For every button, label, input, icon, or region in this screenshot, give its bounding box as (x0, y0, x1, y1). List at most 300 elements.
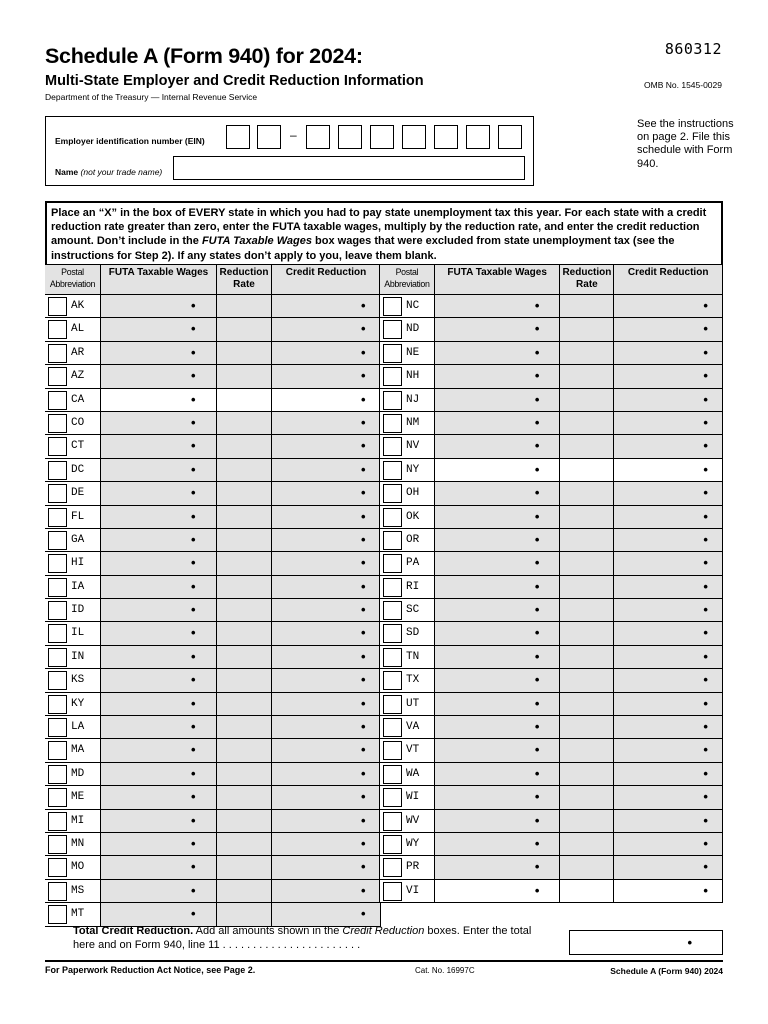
ein-dash: – (290, 128, 297, 142)
futa-wages-field[interactable] (101, 295, 217, 317)
credit-reduction-field[interactable] (614, 576, 723, 598)
reduction-rate-field[interactable] (560, 576, 614, 598)
futa-wages-field[interactable] (101, 506, 217, 528)
decimal-marker: • (534, 882, 540, 898)
state-checkbox-md[interactable] (48, 765, 67, 784)
reduction-rate-field[interactable] (217, 389, 272, 411)
credit-reduction-field[interactable] (272, 552, 381, 574)
decimal-marker: • (534, 719, 540, 735)
futa-wages-field[interactable] (101, 529, 217, 551)
state-row-tn (380, 646, 723, 669)
futa-wages-field[interactable] (101, 833, 217, 855)
credit-reduction-field[interactable] (272, 622, 381, 644)
state-checkbox-al[interactable] (48, 320, 67, 339)
credit-reduction-field[interactable] (614, 342, 723, 364)
reduction-rate-field[interactable] (217, 833, 272, 855)
credit-reduction-field[interactable] (614, 763, 723, 785)
state-checkbox-mo[interactable] (48, 858, 67, 877)
credit-reduction-field[interactable] (272, 856, 381, 878)
state-checkbox-co[interactable] (48, 414, 67, 433)
ein-digit-5[interactable] (370, 125, 394, 149)
reduction-rate-field[interactable] (560, 435, 614, 457)
reduction-rate-field[interactable] (560, 529, 614, 551)
reduction-rate-field[interactable] (217, 506, 272, 528)
decimal-marker: • (191, 368, 196, 384)
reduction-rate-field[interactable] (217, 716, 272, 738)
reduction-rate-field[interactable] (560, 786, 614, 808)
state-checkbox-va[interactable] (383, 718, 402, 737)
state-checkbox-pa[interactable] (383, 554, 402, 573)
state-checkbox-nj[interactable] (383, 391, 402, 410)
reduction-rate-field[interactable] (560, 622, 614, 644)
reduction-rate-field[interactable] (560, 810, 614, 832)
credit-reduction-field[interactable] (272, 810, 381, 832)
decimal-marker: • (534, 602, 540, 618)
credit-reduction-field[interactable] (272, 646, 381, 668)
state-checkbox-ny[interactable] (383, 461, 402, 480)
header-postal: Postal Abbreviation (380, 265, 435, 294)
credit-reduction-field[interactable] (272, 459, 381, 481)
state-checkbox-hi[interactable] (48, 554, 67, 573)
credit-reduction-field[interactable] (614, 833, 723, 855)
futa-wages-field[interactable] (101, 342, 217, 364)
postal-cell (45, 295, 101, 317)
credit-reduction-field[interactable] (272, 295, 381, 317)
state-checkbox-az[interactable] (48, 367, 67, 386)
credit-reduction-field[interactable] (614, 622, 723, 644)
postal-cell (45, 622, 101, 644)
decimal-marker: • (534, 391, 540, 407)
credit-reduction-field[interactable] (272, 576, 381, 598)
state-checkbox-la[interactable] (48, 718, 67, 737)
state-row-wa (380, 763, 723, 786)
state-checkbox-ca[interactable] (48, 391, 67, 410)
decimal-marker: • (534, 742, 540, 758)
state-checkbox-fl[interactable] (48, 508, 67, 527)
credit-reduction-field[interactable] (272, 786, 381, 808)
reduction-rate-field[interactable] (560, 506, 614, 528)
state-checkbox-id[interactable] (48, 601, 67, 620)
state-checkbox-vi[interactable] (383, 882, 402, 901)
state-checkbox-ri[interactable] (383, 578, 402, 597)
reduction-rate-field[interactable] (217, 459, 272, 481)
decimal-marker: • (703, 882, 708, 898)
credit-reduction-field[interactable] (272, 739, 381, 761)
decimal-marker: • (703, 765, 708, 781)
reduction-rate-field[interactable] (560, 412, 614, 434)
decimal-marker: • (703, 835, 708, 851)
ein-digit-2[interactable] (257, 125, 281, 149)
ein-digit-8[interactable] (466, 125, 490, 149)
credit-reduction-field[interactable] (272, 880, 381, 902)
credit-reduction-field[interactable] (614, 599, 723, 621)
state-checkbox-ga[interactable] (48, 531, 67, 550)
futa-wages-field[interactable] (435, 412, 561, 434)
state-checkbox-tn[interactable] (383, 648, 402, 667)
reduction-rate-field[interactable] (217, 295, 272, 317)
reduction-rate-field[interactable] (560, 739, 614, 761)
state-checkbox-nd[interactable] (383, 320, 402, 339)
credit-reduction-field[interactable] (614, 856, 723, 878)
form-code: 860312 (664, 40, 722, 58)
reduction-rate-field[interactable] (217, 856, 272, 878)
state-checkbox-ks[interactable] (48, 671, 67, 690)
credit-reduction-field[interactable] (614, 529, 723, 551)
futa-wages-field[interactable] (435, 880, 561, 902)
state-checkbox-oh[interactable] (383, 484, 402, 503)
state-abbreviation: WV (406, 814, 420, 827)
decimal-marker: • (191, 508, 196, 524)
decimal-marker: • (191, 812, 196, 828)
postal-cell (380, 576, 435, 598)
credit-reduction-field[interactable] (614, 365, 723, 387)
credit-reduction-field[interactable] (614, 412, 723, 434)
futa-wages-field[interactable] (101, 552, 217, 574)
state-abbreviation: HI (71, 557, 85, 570)
reduction-rate-field[interactable] (217, 529, 272, 551)
credit-reduction-field[interactable] (272, 318, 381, 340)
decimal-marker: • (534, 461, 540, 477)
reduction-rate-field[interactable] (217, 693, 272, 715)
futa-wages-field[interactable] (435, 389, 561, 411)
futa-wages-field[interactable] (435, 365, 561, 387)
credit-reduction-field[interactable] (272, 833, 381, 855)
decimal-marker: • (361, 391, 366, 407)
credit-reduction-field[interactable] (614, 810, 723, 832)
state-checkbox-sd[interactable] (383, 624, 402, 643)
credit-reduction-field[interactable] (614, 389, 723, 411)
reduction-rate-field[interactable] (560, 599, 614, 621)
futa-wages-field[interactable] (435, 763, 561, 785)
state-abbreviation: ME (71, 791, 85, 804)
futa-wages-field[interactable] (435, 786, 561, 808)
credit-reduction-field[interactable] (614, 295, 723, 317)
reduction-rate-field[interactable] (217, 365, 272, 387)
decimal-marker: • (361, 906, 366, 922)
futa-wages-field[interactable] (435, 833, 561, 855)
reduction-rate-field[interactable] (217, 646, 272, 668)
state-abbreviation: VT (406, 744, 420, 757)
reduction-rate-field[interactable] (217, 903, 272, 925)
postal-cell (380, 833, 435, 855)
decimal-marker: • (703, 298, 708, 313)
credit-reduction-field[interactable] (614, 482, 723, 504)
reduction-rate-field[interactable] (560, 365, 614, 387)
reduction-rate-field[interactable] (560, 552, 614, 574)
reduction-rate-field[interactable] (560, 318, 614, 340)
state-checkbox-de[interactable] (48, 484, 67, 503)
futa-wages-field[interactable] (101, 646, 217, 668)
futa-wages-field[interactable] (435, 342, 561, 364)
state-abbreviation: NC (406, 300, 420, 312)
reduction-rate-field[interactable] (217, 880, 272, 902)
postal-cell (45, 576, 101, 598)
futa-wages-field[interactable] (435, 622, 561, 644)
reduction-rate-field[interactable] (560, 716, 614, 738)
postal-cell (45, 903, 101, 925)
futa-wages-field[interactable] (101, 389, 217, 411)
state-checkbox-ma[interactable] (48, 741, 67, 760)
futa-wages-field[interactable] (101, 763, 217, 785)
futa-wages-field[interactable] (101, 903, 217, 925)
reduction-rate-field[interactable] (217, 482, 272, 504)
decimal-marker: • (191, 321, 196, 337)
credit-reduction-field[interactable] (614, 669, 723, 691)
reduction-rate-field[interactable] (560, 856, 614, 878)
reduction-rate-field[interactable] (560, 669, 614, 691)
reduction-rate-field[interactable] (217, 552, 272, 574)
state-abbreviation: WA (406, 767, 420, 780)
state-checkbox-nh[interactable] (383, 367, 402, 386)
futa-wages-field[interactable] (101, 482, 217, 504)
postal-cell (45, 412, 101, 434)
postal-cell (380, 435, 435, 457)
futa-wages-field[interactable] (435, 693, 561, 715)
state-abbreviation: SC (406, 604, 420, 617)
state-abbreviation: AL (71, 323, 85, 336)
reduction-rate-field[interactable] (217, 669, 272, 691)
state-abbreviation: MA (71, 744, 85, 757)
credit-reduction-field[interactable] (614, 646, 723, 668)
reduction-rate-field[interactable] (560, 693, 614, 715)
credit-reduction-field[interactable] (614, 318, 723, 340)
credit-reduction-field[interactable] (272, 599, 381, 621)
futa-wages-field[interactable] (101, 412, 217, 434)
ein-digit-7[interactable] (434, 125, 458, 149)
reduction-rate-field[interactable] (217, 412, 272, 434)
futa-wages-field[interactable] (435, 716, 561, 738)
credit-reduction-field[interactable] (614, 786, 723, 808)
futa-wages-field[interactable] (101, 669, 217, 691)
credit-reduction-field[interactable] (272, 669, 381, 691)
state-abbreviation: CA (71, 393, 85, 406)
reduction-rate-field[interactable] (217, 599, 272, 621)
state-checkbox-ak[interactable] (48, 297, 67, 316)
state-checkbox-or[interactable] (383, 531, 402, 550)
ein-digit-3[interactable] (306, 125, 330, 149)
postal-cell (380, 739, 435, 761)
state-row-il (45, 622, 381, 645)
state-checkbox-wy[interactable] (383, 835, 402, 854)
state-checkbox-il[interactable] (48, 624, 67, 643)
state-checkbox-ia[interactable] (48, 578, 67, 597)
futa-wages-field[interactable] (435, 529, 561, 551)
ein-digit-1[interactable] (226, 125, 250, 149)
postal-cell (380, 786, 435, 808)
form-subtitle: Multi-State Employer and Credit Reduction Information (45, 73, 424, 89)
postal-cell (45, 435, 101, 457)
futa-wages-field[interactable] (101, 318, 217, 340)
reduction-rate-field[interactable] (560, 482, 614, 504)
ein-digit-4[interactable] (338, 125, 362, 149)
futa-wages-field[interactable] (435, 318, 561, 340)
state-checkbox-ky[interactable] (48, 695, 67, 714)
credit-reduction-field[interactable] (272, 435, 381, 457)
postal-cell (380, 856, 435, 878)
reduction-rate-field[interactable] (217, 576, 272, 598)
credit-reduction-field[interactable] (272, 342, 381, 364)
decimal-marker: • (703, 344, 708, 360)
postal-cell (45, 763, 101, 785)
futa-wages-field[interactable] (101, 622, 217, 644)
state-checkbox-sc[interactable] (383, 601, 402, 620)
reduction-rate-field[interactable] (217, 622, 272, 644)
state-checkbox-ms[interactable] (48, 882, 67, 901)
credit-reduction-field[interactable] (272, 412, 381, 434)
reduction-rate-field[interactable] (560, 459, 614, 481)
reduction-rate-field[interactable] (217, 739, 272, 761)
futa-wages-field[interactable] (101, 786, 217, 808)
state-abbreviation: LA (71, 721, 85, 734)
futa-wages-field[interactable] (435, 599, 561, 621)
reduction-rate-field[interactable] (217, 763, 272, 785)
reduction-rate-field[interactable] (217, 810, 272, 832)
state-checkbox-mt[interactable] (48, 905, 67, 924)
futa-wages-field[interactable] (101, 435, 217, 457)
state-checkbox-wi[interactable] (383, 788, 402, 807)
state-abbreviation: OH (406, 487, 420, 500)
state-checkbox-tx[interactable] (383, 671, 402, 690)
reduction-rate-field[interactable] (217, 318, 272, 340)
state-abbreviation: TN (406, 650, 420, 663)
futa-wages-field[interactable] (435, 552, 561, 574)
state-abbreviation: NJ (406, 393, 420, 406)
reduction-rate-field[interactable] (560, 880, 614, 902)
credit-reduction-field[interactable] (272, 903, 381, 925)
reduction-rate-field[interactable] (560, 646, 614, 668)
state-checkbox-vt[interactable] (383, 741, 402, 760)
state-row-ms (45, 880, 381, 903)
credit-reduction-field[interactable] (272, 763, 381, 785)
decimal-marker: • (191, 578, 196, 594)
postal-cell (380, 880, 435, 902)
credit-reduction-field[interactable] (272, 482, 381, 504)
futa-wages-field[interactable] (101, 599, 217, 621)
credit-reduction-field[interactable] (614, 506, 723, 528)
credit-reduction-field[interactable] (614, 880, 723, 902)
reduction-rate-field[interactable] (560, 295, 614, 317)
state-checkbox-pr[interactable] (383, 858, 402, 877)
futa-wages-field[interactable] (101, 576, 217, 598)
credit-reduction-field[interactable] (272, 716, 381, 738)
futa-wages-field[interactable] (435, 810, 561, 832)
ein-digit-9[interactable] (498, 125, 522, 149)
state-checkbox-dc[interactable] (48, 461, 67, 480)
reduction-rate-field[interactable] (560, 763, 614, 785)
reduction-rate-field[interactable] (560, 389, 614, 411)
state-row-ks (45, 669, 381, 692)
postal-cell (45, 506, 101, 528)
credit-reduction-field[interactable] (614, 716, 723, 738)
credit-reduction-field[interactable] (614, 435, 723, 457)
state-checkbox-wv[interactable] (383, 812, 402, 831)
reduction-rate-field[interactable] (560, 833, 614, 855)
state-abbreviation: IN (71, 650, 85, 663)
state-row-co (45, 412, 381, 435)
reduction-rate-field[interactable] (217, 342, 272, 364)
futa-wages-field[interactable] (101, 739, 217, 761)
decimal-marker: • (534, 298, 540, 313)
postal-cell (45, 786, 101, 808)
futa-wages-field[interactable] (101, 716, 217, 738)
decimal-marker: • (703, 719, 708, 735)
state-checkbox-ct[interactable] (48, 437, 67, 456)
state-row-in (45, 646, 381, 669)
decimal-marker: • (361, 695, 366, 711)
state-checkbox-me[interactable] (48, 788, 67, 807)
state-row-ok (380, 506, 723, 529)
credit-reduction-field[interactable] (614, 459, 723, 481)
futa-wages-field[interactable] (435, 482, 561, 504)
futa-wages-field[interactable] (435, 576, 561, 598)
state-abbreviation: MO (71, 861, 85, 874)
total-credit-reduction-field[interactable] (569, 930, 723, 955)
state-checkbox-nc[interactable] (383, 297, 402, 316)
credit-reduction-field[interactable] (272, 693, 381, 715)
futa-wages-field[interactable] (435, 669, 561, 691)
state-row-sc (380, 599, 723, 622)
postal-cell (380, 693, 435, 715)
futa-wages-field[interactable] (435, 506, 561, 528)
state-checkbox-mn[interactable] (48, 835, 67, 854)
state-checkbox-wa[interactable] (383, 765, 402, 784)
credit-reduction-field[interactable] (272, 365, 381, 387)
state-checkbox-in[interactable] (48, 648, 67, 667)
futa-wages-field[interactable] (435, 856, 561, 878)
futa-wages-field[interactable] (435, 459, 561, 481)
state-abbreviation: PR (406, 861, 420, 874)
postal-cell (380, 295, 435, 317)
state-row-me (45, 786, 381, 809)
ein-label: Employer identification number (EIN) (55, 136, 205, 146)
state-checkbox-ok[interactable] (383, 508, 402, 527)
futa-wages-field[interactable] (435, 295, 561, 317)
futa-wages-field[interactable] (101, 459, 217, 481)
header-credit-reduction: Credit Reduction (272, 265, 381, 294)
state-checkbox-mi[interactable] (48, 812, 67, 831)
futa-wages-field[interactable] (101, 856, 217, 878)
credit-reduction-field[interactable] (272, 529, 381, 551)
name-field[interactable] (173, 156, 525, 180)
futa-wages-field[interactable] (101, 880, 217, 902)
futa-wages-field[interactable] (435, 739, 561, 761)
header-postal: Postal Abbreviation (45, 265, 101, 294)
state-row-md (45, 763, 381, 786)
credit-reduction-field[interactable] (614, 693, 723, 715)
header-credit-reduction: Credit Reduction (614, 265, 723, 294)
state-checkbox-nm[interactable] (383, 414, 402, 433)
state-checkbox-ne[interactable] (383, 344, 402, 363)
state-row-ri (380, 576, 723, 599)
futa-wages-field[interactable] (101, 365, 217, 387)
futa-wages-field[interactable] (435, 435, 561, 457)
reduction-rate-field[interactable] (217, 435, 272, 457)
state-checkbox-ar[interactable] (48, 344, 67, 363)
ein-digit-6[interactable] (402, 125, 426, 149)
state-checkbox-ut[interactable] (383, 695, 402, 714)
state-checkbox-nv[interactable] (383, 437, 402, 456)
reduction-rate-field[interactable] (560, 342, 614, 364)
reduction-rate-field[interactable] (217, 786, 272, 808)
instructions-box: Place an “X” in the box of EVERY state in which you had to pay state unemployment tax this year. For each state with a credit reduction rate greater than zero, enter the FUTA taxable wages, multiply by the reduction rate, and enter the credit reduction amount. Don’t include in the FUTA Taxable Wages box wages that were excluded from state unemployment tax (see the instructions for Step 2). If any states don’t apply to you, leave them blank. (45, 201, 723, 265)
futa-wages-field[interactable] (101, 810, 217, 832)
credit-reduction-field[interactable] (272, 506, 381, 528)
futa-wages-field[interactable] (101, 693, 217, 715)
futa-wages-field[interactable] (435, 646, 561, 668)
credit-reduction-field[interactable] (272, 389, 381, 411)
credit-reduction-field[interactable] (614, 552, 723, 574)
credit-reduction-field[interactable] (614, 739, 723, 761)
